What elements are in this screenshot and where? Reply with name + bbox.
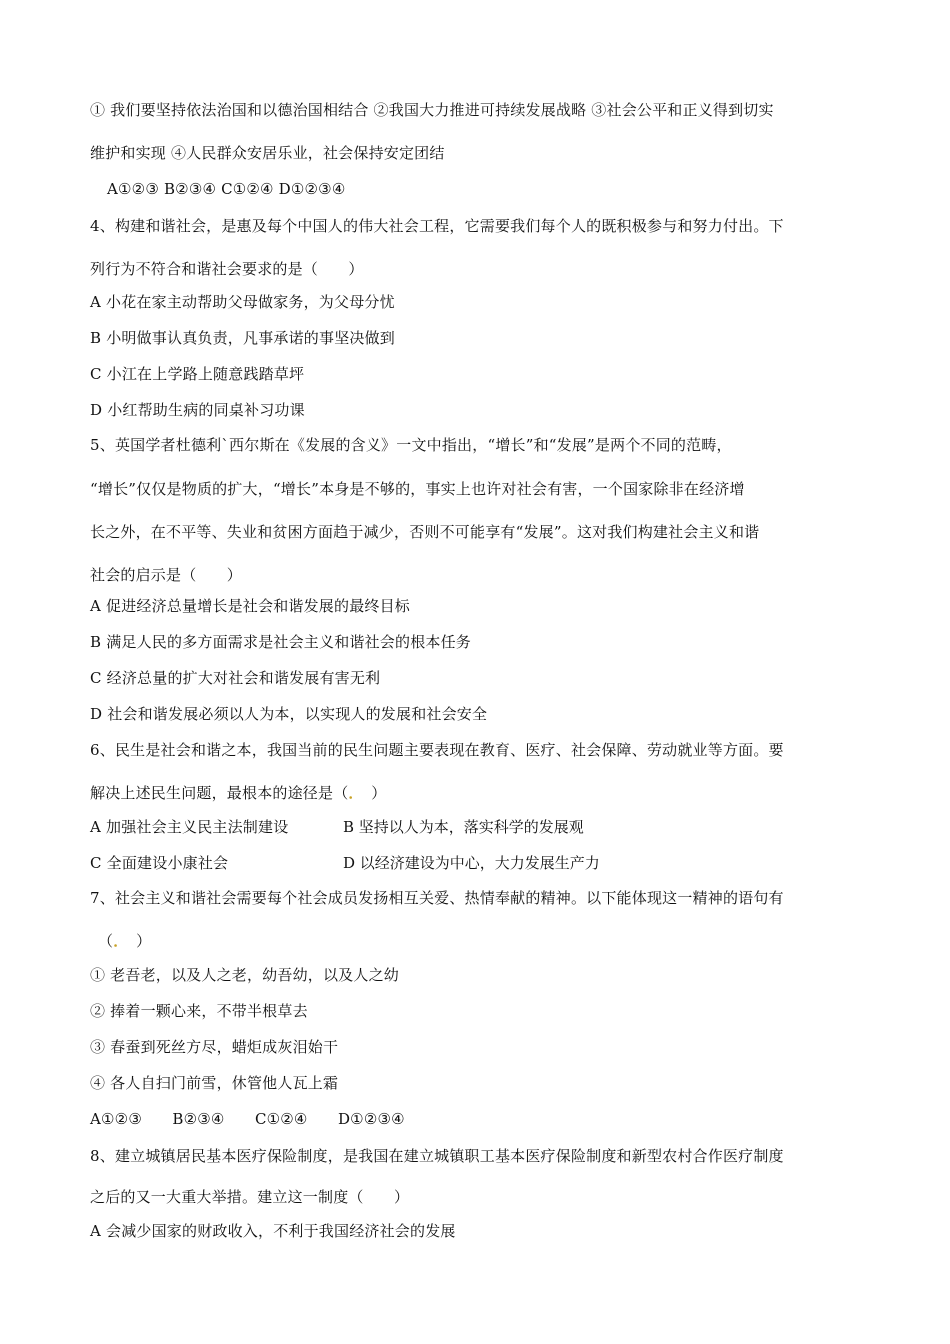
q4-option-b: B 小明做事认真负责，凡事承诺的事坚决做到 xyxy=(90,329,395,347)
q5-option-b: B 满足人民的多方面需求是社会主义和谐社会的根本任务 xyxy=(90,633,471,651)
q7-stem-line-1: 7、社会主义和谐社会需要每个社会成员发扬相互关爱、热情奉献的精神。以下能体现这一精神的语句有 xyxy=(90,889,784,907)
q3-answer-choices: A①②③ B②③④ C①②④ D①②③④ xyxy=(107,180,346,198)
q5-stem-line-4: 社会的启示是（ ） xyxy=(90,566,243,584)
q5-stem-line-2: “增长”仅仅是物质的扩大，“增长”本身是不够的，事实上也许对社会有害，一个国家除非在经济增 xyxy=(90,480,745,498)
q5-stem-line-1: 5、英国学者杜德利`西尔斯在《发展的含义》一文中指出，“增长”和“发展”是两个不同的范畴， xyxy=(90,436,732,454)
q7-item-1: ① 老吾老，以及人之老，幼吾幼，以及人之幼 xyxy=(90,966,399,984)
q6-option-c: C 全面建设小康社会 xyxy=(90,854,229,872)
q5-option-c: C 经济总量的扩大对社会和谐发展有害无利 xyxy=(90,669,381,687)
q6-stem-line-1: 6、民生是社会和谐之本，我国当前的民生问题主要表现在教育、医疗、社会保障、劳动就业等方面。要 xyxy=(90,741,784,759)
q5-option-d: D 社会和谐发展必须以人为本，以实现人的发展和社会安全 xyxy=(90,705,488,723)
q3-options-line-1: ① 我们要坚持依法治国和以德治国相结合 ②我国大力推进可持续发展战略 ③社会公平和正义得到切实 xyxy=(90,101,774,119)
answer-dot: ． xyxy=(113,932,121,950)
answer-dot: ． xyxy=(348,784,357,802)
q8-stem-line-1: 8、建立城镇居民基本医疗保险制度，是我国在建立城镇职工基本医疗保险制度和新型农村合作医疗制度 xyxy=(90,1147,784,1165)
q4-option-a: A 小花在家主动帮助父母做家务，为父母分忧 xyxy=(90,293,395,311)
q3-options-line-2: 维护和实现 ④人民群众安居乐业，社会保持安定团结 xyxy=(90,144,445,162)
q4-option-c: C 小江在上学路上随意践踏草坪 xyxy=(90,365,305,383)
q8-option-a: A 会减少国家的财政收入，不利于我国经济社会的发展 xyxy=(90,1222,456,1240)
q4-stem-line-1: 4、构建和谐社会，是惠及每个中国人的伟大社会工程，它需要我们每个人的既积极参与和努力付出。下 xyxy=(90,217,784,235)
q4-option-d: D 小红帮助生病的同桌补习功课 xyxy=(90,401,305,419)
q7-item-3: ③ 春蚕到死丝方尽，蜡炬成灰泪始干 xyxy=(90,1038,339,1056)
q7-answer-choices: A①②③ B②③④ C①②④ D①②③④ xyxy=(90,1110,405,1128)
q4-stem-line-2: 列行为不符合和谐社会要求的是（ ） xyxy=(90,260,364,278)
q5-stem-line-3: 长之外，在不平等、失业和贫困方面趋于减少，否则不可能享有“发展”。这对我们构建社会主义和谐 xyxy=(90,523,760,541)
q6-option-a: A 加强社会主义民主法制建设 xyxy=(90,818,289,836)
q7-item-4: ④ 各人自扫门前雪，休管他人瓦上霜 xyxy=(90,1074,339,1092)
q6-option-d: D 以经济建设为中心，大力发展生产力 xyxy=(343,854,600,872)
q8-stem-line-2: 之后的又一大重大举措。建立这一制度（ ） xyxy=(90,1188,410,1206)
q7-item-2: ② 捧着一颗心来，不带半根草去 xyxy=(90,1002,308,1020)
q7-stem-line-2: （． ） xyxy=(98,932,152,950)
q5-option-a: A 促进经济总量增长是社会和谐发展的最终目标 xyxy=(90,597,411,615)
q6-option-b: B 坚持以人为本，落实科学的发展观 xyxy=(343,818,584,836)
q6-stem-line-2: 解决上述民生问题，最根本的途径是（． ） xyxy=(90,784,387,802)
